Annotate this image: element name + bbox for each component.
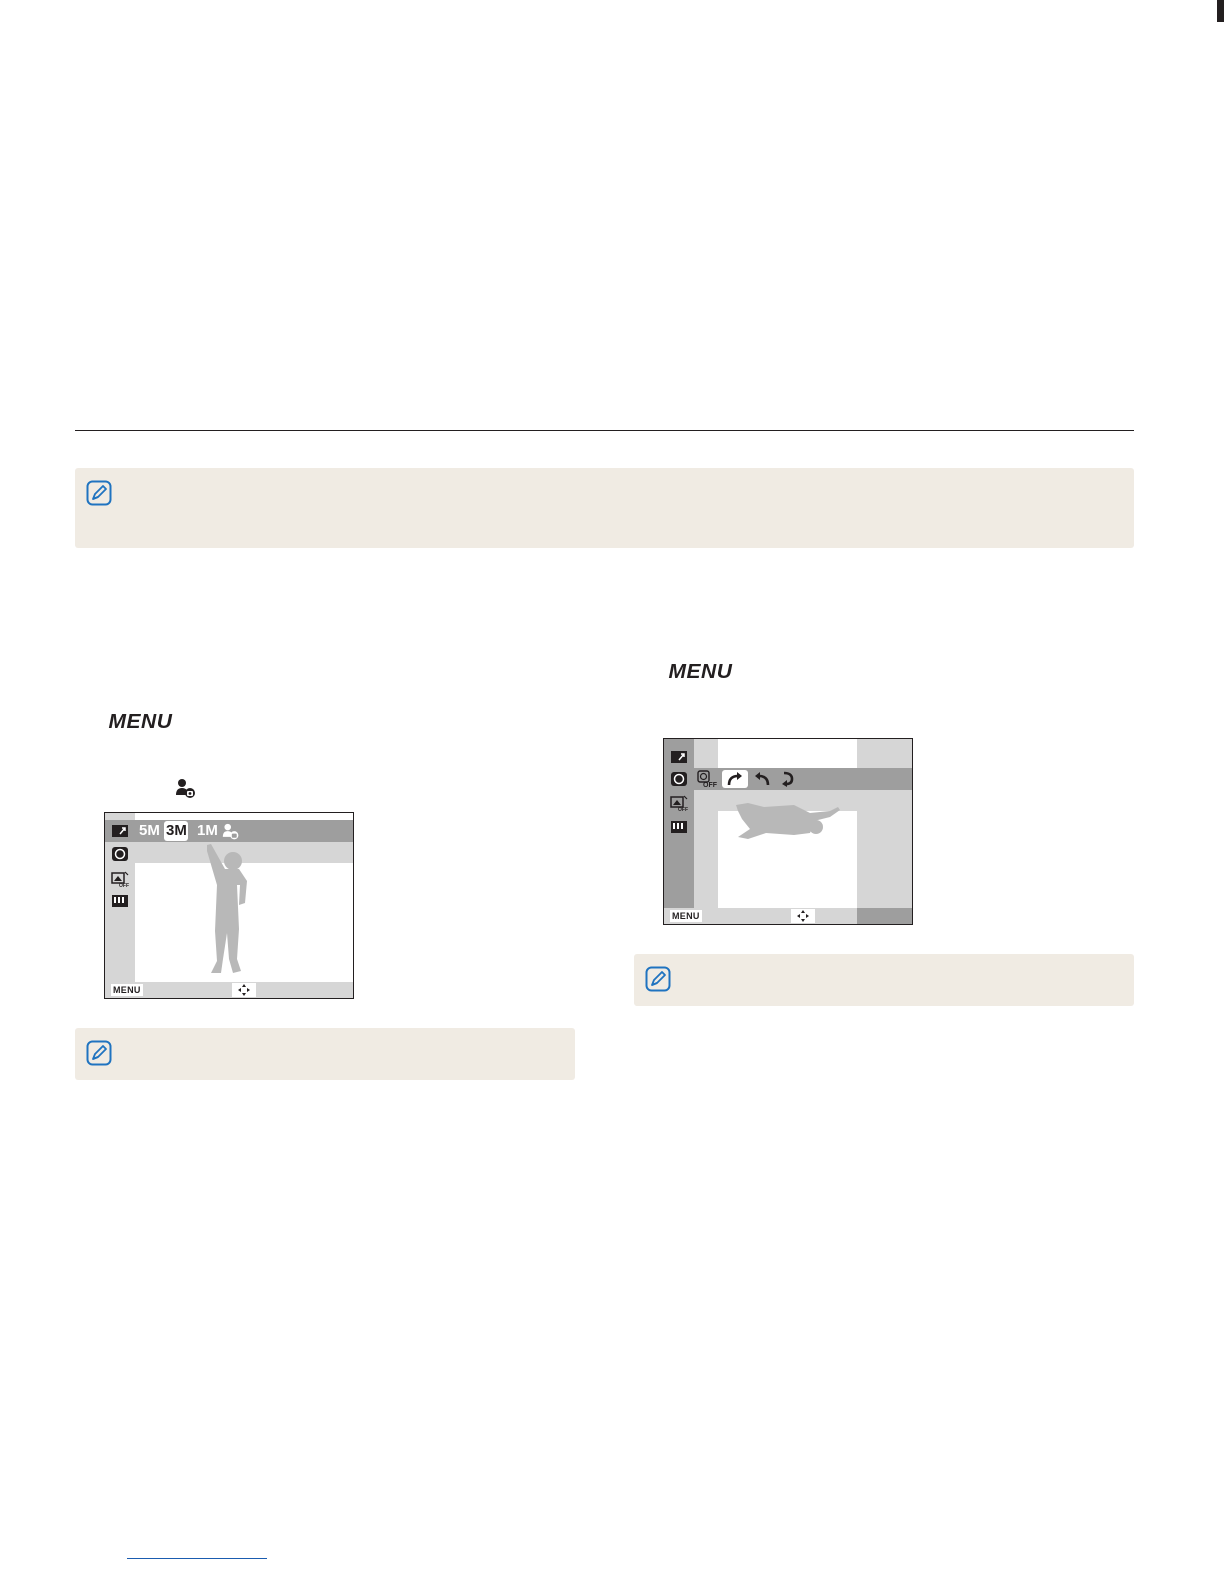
person-silhouette bbox=[193, 841, 263, 981]
filmstrip-icon bbox=[111, 893, 129, 909]
note-box-left bbox=[75, 1028, 575, 1080]
rotate-left-icon[interactable] bbox=[753, 771, 771, 787]
left-guide-band bbox=[694, 739, 718, 924]
nav-arrows-icon bbox=[791, 909, 815, 923]
resize-icon bbox=[670, 749, 688, 765]
camera-screen-resize bbox=[104, 812, 354, 999]
note-box-right bbox=[634, 954, 1134, 1006]
photo-style-off-icon bbox=[111, 871, 129, 887]
option-3m[interactable]: 3M bbox=[166, 822, 187, 839]
face-detection-icon bbox=[175, 778, 197, 800]
nav-arrows-icon bbox=[232, 983, 256, 997]
note-box-top bbox=[75, 468, 1134, 548]
resize-icon bbox=[111, 823, 129, 839]
option-1m[interactable]: 1M bbox=[197, 822, 218, 839]
right-guide-band bbox=[857, 739, 912, 924]
svg-text:OFF: OFF bbox=[119, 883, 129, 887]
filmstrip-icon bbox=[670, 819, 688, 835]
footer-bar-right bbox=[857, 908, 912, 924]
person-silhouette-rotated bbox=[734, 799, 844, 849]
nav-pad-box bbox=[791, 909, 815, 923]
menu-button-label-right: MENU bbox=[668, 661, 733, 683]
rotate-off-icon[interactable] bbox=[697, 770, 719, 788]
note-icon bbox=[645, 966, 671, 992]
option-5m[interactable]: 5M bbox=[139, 822, 160, 839]
menu-button-label: MENU bbox=[108, 711, 173, 733]
svg-text:OFF: OFF bbox=[678, 807, 688, 811]
camera-screen-rotate bbox=[663, 738, 913, 925]
photo-style-off-icon bbox=[670, 795, 688, 811]
rotate-180-icon[interactable] bbox=[778, 771, 796, 787]
rotate-icon bbox=[111, 846, 129, 862]
nav-pad-box bbox=[232, 983, 256, 997]
footer-menu-label: MENU bbox=[672, 911, 700, 921]
footer-menu-label: MENU bbox=[113, 985, 141, 995]
note-icon bbox=[86, 480, 112, 506]
link-underline[interactable] bbox=[127, 1558, 267, 1559]
option-face-icon[interactable] bbox=[222, 823, 240, 841]
page-edge-tab bbox=[1217, 0, 1224, 22]
section-divider bbox=[75, 430, 1134, 431]
rotate-off-label: OFF bbox=[703, 782, 717, 788]
rotate-icon bbox=[670, 771, 688, 787]
rotate-right-icon[interactable] bbox=[726, 771, 744, 787]
note-icon bbox=[86, 1040, 112, 1066]
